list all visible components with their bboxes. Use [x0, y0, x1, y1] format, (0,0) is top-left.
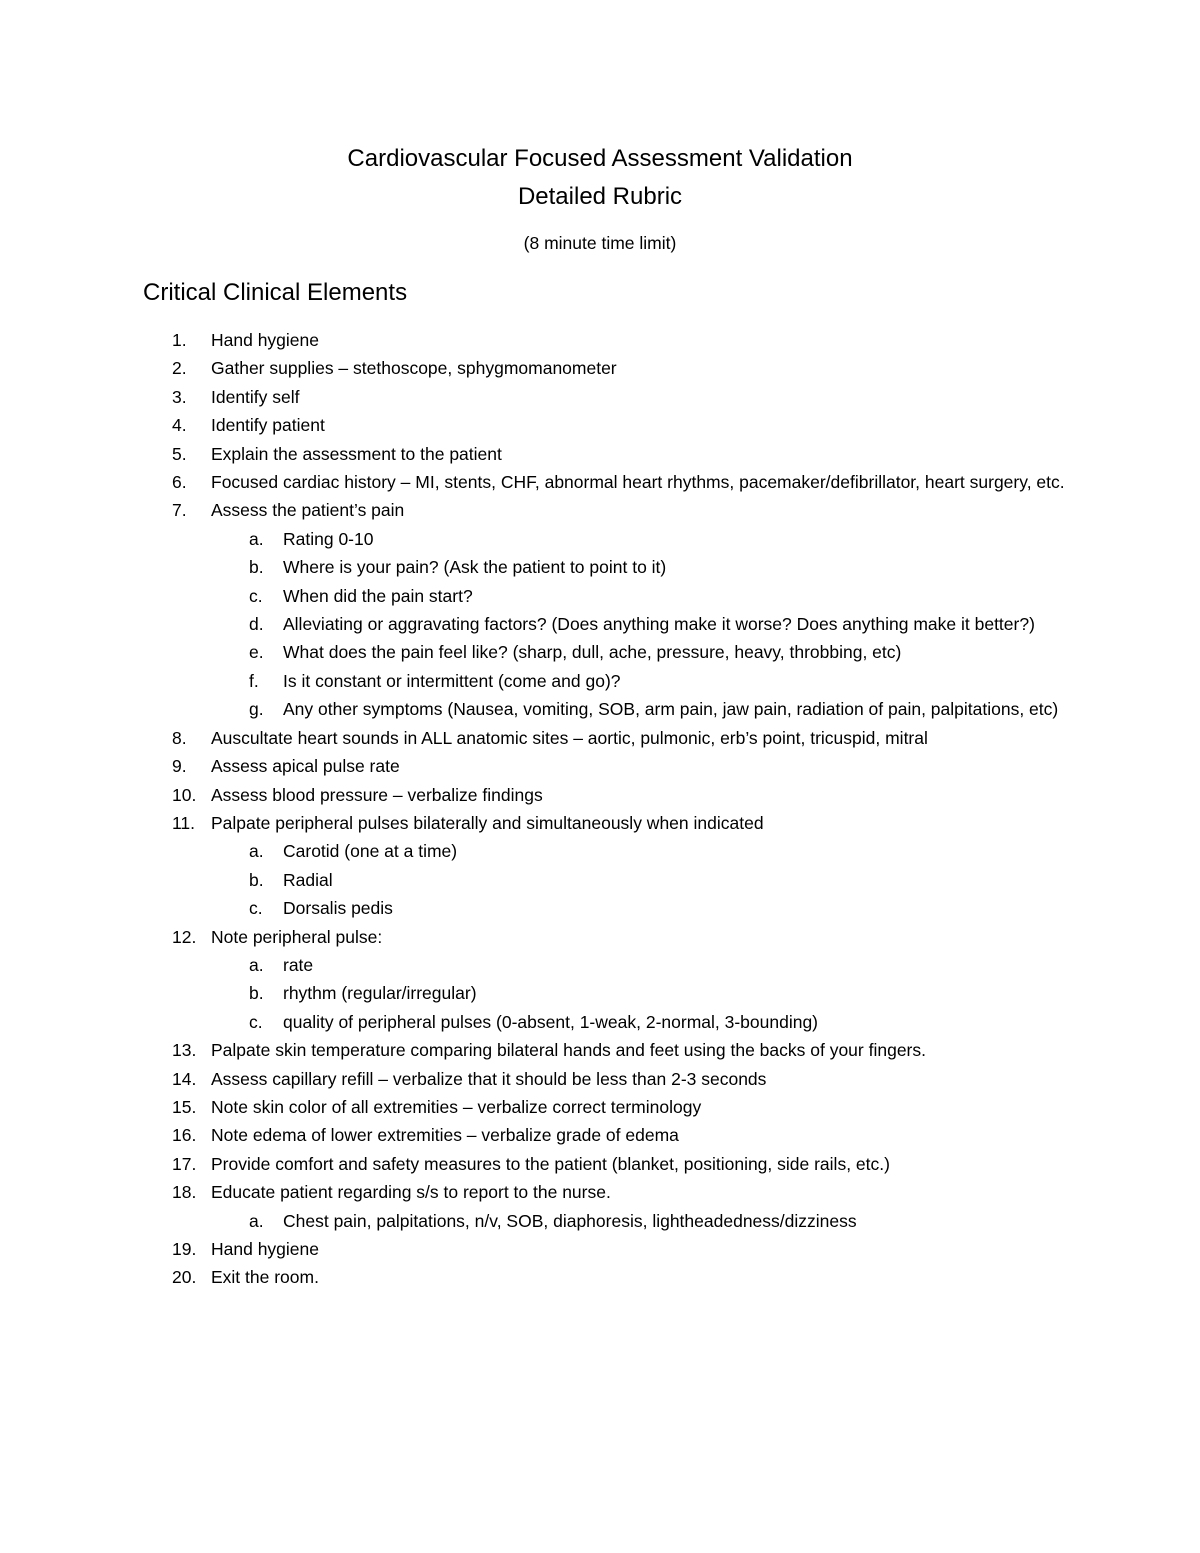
- list-item-text: Palpate peripheral pulses bilaterally and simultaneously when indicated: [211, 812, 764, 833]
- list-item: [0, 724, 1200, 752]
- sub-list-item: [211, 894, 1080, 922]
- sub-list-item-letter: b.: [249, 983, 264, 1004]
- document-title: Cardiovascular Focused Assessment Validation: [347, 145, 853, 172]
- sub-list-item-text: Rating 0-10: [283, 528, 374, 549]
- sub-list-item: [211, 553, 1080, 581]
- list-item-number: 18.: [172, 1182, 197, 1203]
- list-item: [0, 468, 1200, 496]
- list-item: [0, 1263, 1200, 1291]
- list-item: [0, 1235, 1200, 1263]
- sub-list-item-letter: c.: [249, 898, 263, 919]
- list-item: [0, 781, 1200, 809]
- list-item-number: 10.: [172, 784, 197, 805]
- sub-list-item-text: Alleviating or aggravating factors? (Does anything make it worse? Does anything make it better?): [283, 614, 1035, 635]
- sub-list-item-letter: d.: [249, 614, 264, 635]
- sub-list-item-text: rhythm (regular/irregular): [283, 983, 477, 1004]
- sub-list-item-text: Radial: [283, 869, 333, 890]
- list-item: [0, 354, 1200, 382]
- sub-list-item-text: When did the pain start?: [283, 585, 473, 606]
- list-item-text: Note edema of lower extremities – verbalize grade of edema: [211, 1125, 679, 1146]
- list-item-text: Auscultate heart sounds in ALL anatomic sites – aortic, pulmonic, erb’s point, tricuspid, mitral: [211, 727, 928, 748]
- sub-list-item-letter: g.: [249, 699, 264, 720]
- list-item-number: 12.: [172, 926, 197, 947]
- list-item-number: 11.: [172, 812, 196, 833]
- list-item-text: Note skin color of all extremities – verbalize correct terminology: [211, 1096, 702, 1117]
- sub-list-item-letter: c.: [249, 585, 263, 606]
- sub-list-item-letter: c.: [249, 1011, 263, 1032]
- list-item-text: Educate patient regarding s/s to report to the nurse.: [211, 1182, 611, 1203]
- sub-list-item-letter: a.: [249, 841, 264, 862]
- list-item: [0, 411, 1200, 439]
- list-item-number: 2.: [172, 358, 187, 379]
- sub-list: [211, 837, 1080, 922]
- sub-list: [211, 525, 1080, 724]
- list-item-number: 7.: [172, 500, 187, 521]
- list-item-text: Exit the room.: [211, 1267, 319, 1288]
- list-item-number: 17.: [172, 1153, 197, 1174]
- sub-list-item-text: Chest pain, palpitations, n/v, SOB, diaphoresis, lightheadedness/dizziness: [283, 1210, 857, 1231]
- section-heading: Critical Clinical Elements: [143, 279, 408, 306]
- list-item-number: 6.: [172, 472, 187, 493]
- list-item-number: 16.: [172, 1125, 197, 1146]
- list-item: [0, 383, 1200, 411]
- list-item-text: Note peripheral pulse:: [211, 926, 383, 947]
- list-item-number: 9.: [172, 756, 187, 777]
- sub-list-item: [211, 667, 1080, 695]
- list-item-text: Hand hygiene: [211, 330, 319, 350]
- sub-list-item-text: Where is your pain? (Ask the patient to point to it): [283, 557, 667, 578]
- list-item: [0, 752, 1200, 780]
- list-item: [0, 496, 1200, 723]
- list-item-number: 1.: [172, 330, 187, 350]
- sub-list-item-letter: b.: [249, 557, 264, 578]
- list-item: [0, 1093, 1200, 1121]
- list-item-number: 5.: [172, 443, 187, 464]
- list-item: [0, 923, 1200, 1037]
- list-item-text: Assess blood pressure – verbalize findings: [211, 784, 543, 805]
- sub-list-item-text: Is it constant or intermittent (come and go)?: [283, 670, 621, 691]
- list-item-text: Explain the assessment to the patient: [211, 443, 502, 464]
- sub-list-item-text: Dorsalis pedis: [283, 898, 393, 919]
- list-item-number: 14.: [172, 1068, 197, 1089]
- sub-list-item-letter: a.: [249, 528, 264, 549]
- list-item-number: 4.: [172, 415, 187, 436]
- list-item: [0, 1121, 1200, 1149]
- list-item-text: Assess capillary refill – verbalize that it should be less than 2-3 seconds: [211, 1068, 767, 1089]
- time-limit-note: (8 minute time limit): [523, 233, 677, 253]
- list-item-number: 20.: [172, 1267, 197, 1288]
- list-item-number: 15.: [172, 1096, 197, 1117]
- sub-list-item: [211, 582, 1080, 610]
- rubric-list: [0, 326, 1200, 1292]
- sub-list-item-letter: e.: [249, 642, 264, 663]
- list-item-text: Provide comfort and safety measures to the patient (blanket, positioning, side rails, etc.): [211, 1153, 890, 1174]
- sub-list-item: [211, 951, 1080, 979]
- list-item-text: Hand hygiene: [211, 1239, 319, 1259]
- list-item-number: 19.: [172, 1239, 197, 1259]
- sub-list-item: [211, 525, 1080, 553]
- sub-list-item-text: Carotid (one at a time): [283, 841, 458, 862]
- sub-list: [211, 951, 1080, 1036]
- list-item: [0, 1036, 1200, 1064]
- sub-list-item-letter: a.: [249, 1210, 264, 1231]
- list-item-text: Assess the patient’s pain: [211, 500, 405, 521]
- list-item-text: Identify patient: [211, 415, 325, 436]
- list-item-text: Palpate skin temperature comparing bilateral hands and feet using the backs of your fingers.: [211, 1040, 926, 1061]
- sub-list-item: [211, 638, 1080, 666]
- sub-list-item: [211, 695, 1080, 723]
- sub-list-item-text: rate: [283, 954, 314, 975]
- sub-list-item-text: What does the pain feel like? (sharp, dull, ache, pressure, heavy, throbbing, etc): [283, 642, 902, 663]
- sub-list-item: [211, 837, 1080, 865]
- list-item: [0, 326, 1200, 354]
- sub-list-item: [211, 979, 1080, 1007]
- sub-list-item: [211, 1207, 1080, 1235]
- sub-list-item-letter: a.: [249, 954, 264, 975]
- list-item-text: Gather supplies – stethoscope, sphygmomanometer: [211, 358, 617, 379]
- list-item-text: Identify self: [211, 386, 300, 407]
- list-item: [0, 440, 1200, 468]
- sub-list: [211, 1207, 1080, 1235]
- sub-list-item-letter: b.: [249, 869, 264, 890]
- list-item-text: Focused cardiac history – MI, stents, CHF, abnormal heart rhythms, pacemaker/defibrillator, heart surgery, etc.: [211, 472, 1065, 493]
- list-item-number: 8.: [172, 727, 187, 748]
- list-item-number: 13.: [172, 1040, 197, 1061]
- sub-list-item-text: quality of peripheral pulses (0-absent, 1-weak, 2-normal, 3-bounding): [283, 1011, 819, 1032]
- sub-list-item: [211, 866, 1080, 894]
- list-item: [0, 1178, 1200, 1235]
- document-subtitle: Detailed Rubric: [517, 183, 683, 210]
- list-item-number: 3.: [172, 386, 187, 407]
- sub-list-item: [211, 610, 1080, 638]
- list-item: [0, 1065, 1200, 1093]
- sub-list-item-text: Any other symptoms (Nausea, vomiting, SOB, arm pain, jaw pain, radiation of pain, palpitations, etc): [283, 699, 1059, 720]
- sub-list-item-letter: f.: [249, 670, 259, 691]
- list-item: [0, 1150, 1200, 1178]
- list-item: [0, 809, 1200, 923]
- sub-list-item: [211, 1008, 1080, 1036]
- list-item-text: Assess apical pulse rate: [211, 756, 400, 777]
